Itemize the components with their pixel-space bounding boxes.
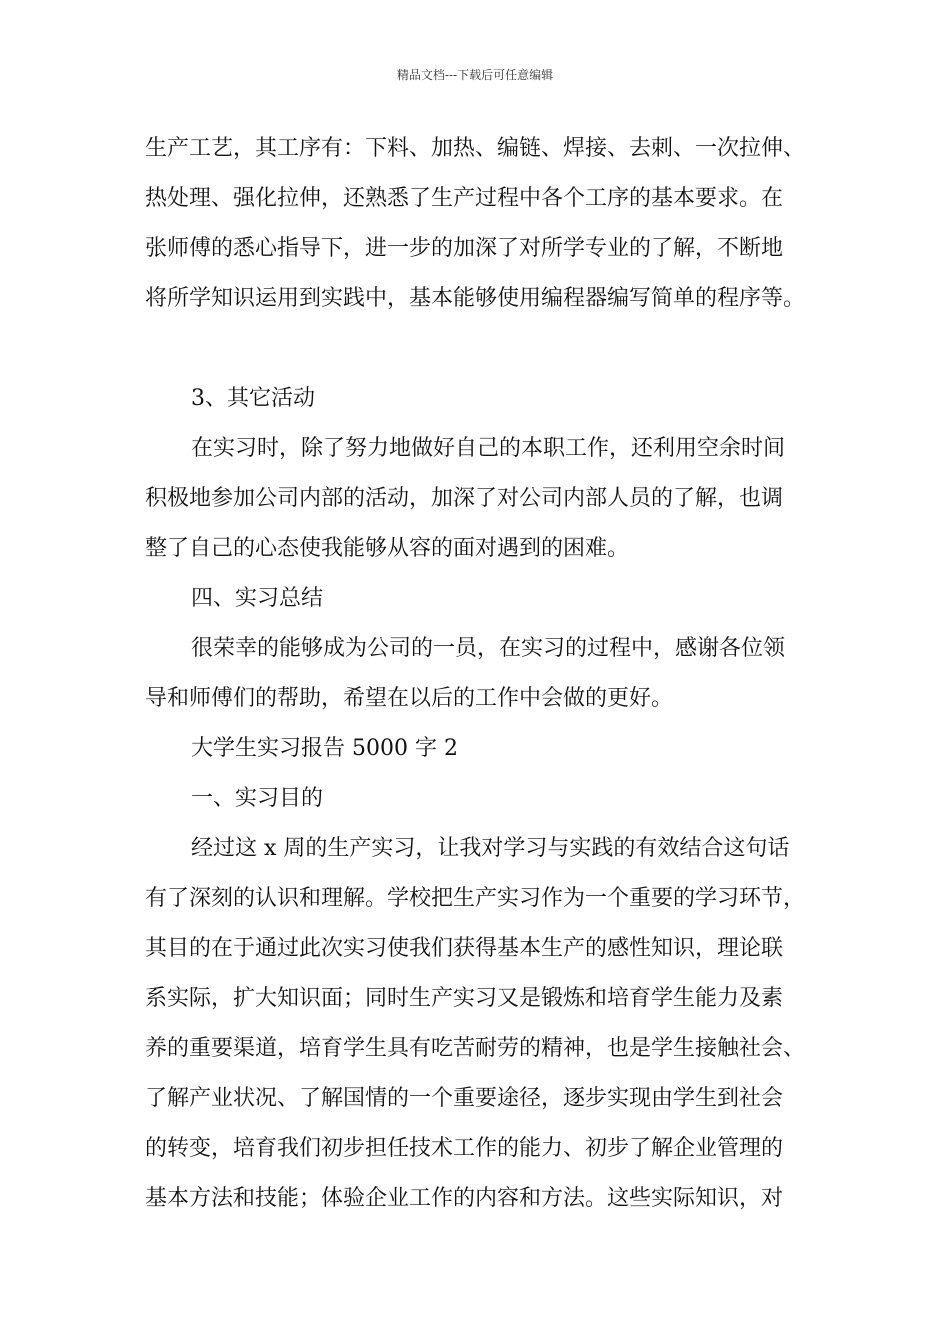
page-header: 精品文档---下载后可任意编辑 bbox=[396, 68, 554, 82]
paragraph-line: 整了自己的心态使我能够从容的面对遇到的困难。 bbox=[145, 536, 630, 561]
paragraph-line: 导和师傅们的帮助，希望在以后的工作中会做的更好。 bbox=[145, 686, 674, 711]
section-heading-other-activities: 3、其它活动 bbox=[191, 386, 315, 411]
paragraph-line: 将所学知识运用到实践中，基本能够使用编程器编写简单的程序等。 bbox=[145, 286, 806, 311]
paragraph-line: 生产工艺，其工序有：下料、加热、编链、焊接、去刺、一次拉伸、 bbox=[145, 136, 806, 161]
paragraph-line: 养的重要渠道，培育学生具有吃苦耐劳的精神，也是学生接触社会、 bbox=[145, 1036, 806, 1061]
paragraph-line: 的转变，培育我们初步担任技术工作的能力、初步了解企业管理的 bbox=[145, 1136, 784, 1161]
paragraph-line: 其目的在于通过此次实习使我们获得基本生产的感性知识，理论联 bbox=[145, 936, 784, 961]
paragraph-line: 张师傅的悉心指导下，进一步的加深了对所学专业的了解，不断地 bbox=[145, 236, 784, 261]
paragraph-line: 积极地参加公司内部的活动，加深了对公司内部人员的了解，也调 bbox=[145, 486, 784, 511]
section-heading-summary: 四、实习总结 bbox=[191, 586, 324, 611]
section-heading-purpose: 一、实习目的 bbox=[191, 786, 324, 811]
paragraph-line: 系实际，扩大知识面；同时生产实习又是锻炼和培育学生能力及素 bbox=[145, 986, 784, 1011]
paragraph-line: 经过这 x 周的生产实习，让我对学习与实践的有效结合这句话 bbox=[191, 836, 790, 861]
paragraph-gap bbox=[145, 324, 825, 374]
paragraph-line: 有了深刻的认识和理解。学校把生产实习作为一个重要的学习环节， bbox=[145, 886, 806, 911]
paragraph-line: 基本方法和技能；体验企业工作的内容和方法。这些实际知识，对 bbox=[145, 1186, 784, 1211]
paragraph-line: 了解产业状况、了解国情的一个重要途径，逐步实现由学生到社会 bbox=[145, 1086, 784, 1111]
paragraph-line: 热处理、强化拉伸，还熟悉了生产过程中各个工序的基本要求。在 bbox=[145, 186, 784, 211]
paragraph-line: 很荣幸的能够成为公司的一员，在实习的过程中，感谢各位领 bbox=[191, 636, 786, 661]
paragraph-line: 在实习时，除了努力地做好自己的本职工作，还利用空余时间 bbox=[191, 436, 786, 461]
document-body bbox=[145, 124, 825, 1224]
report-title: 大学生实习报告 5000 字 2 bbox=[191, 736, 458, 761]
